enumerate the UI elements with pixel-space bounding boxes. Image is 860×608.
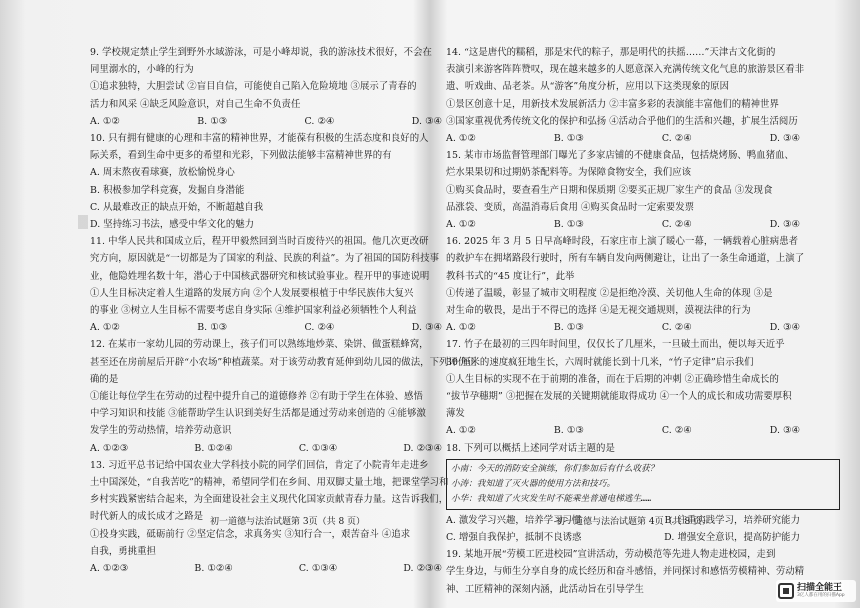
question-16	[446, 233, 840, 336]
option-d: D. ②③④	[403, 563, 442, 575]
option-a: A. ①②③	[90, 563, 129, 575]
q15-line: 烂水果果切和过期奶茶配料等。为保障食物安全，我们应该	[446, 167, 692, 179]
question-11	[90, 233, 482, 336]
option-c: C. ②④	[661, 425, 692, 437]
option-c: C. ②④	[661, 133, 692, 145]
q12-line: 发学生的劳动热情，培养劳动意识	[90, 425, 232, 437]
q9-line: 活力和风采 ④缺乏风险意识，对自己生命不负责任	[90, 98, 301, 110]
option-d: D. ③④	[769, 425, 800, 437]
q14-line: ③国家重视优秀传统文化的保护和弘扬 ④活动合乎他们的生活和兴趣，扩展生活阅历	[446, 115, 798, 127]
q11-line: ①人生目标决定着人生道路的发展方向 ②个人发展要根植于中华民族伟大复兴	[90, 287, 414, 299]
q14-options	[446, 130, 840, 147]
q11-line: 究方向，原因就是“一切都是为了国家的利益、民族的利益”。为了祖国的国防科技事	[90, 253, 439, 265]
page-footer-3: 初一道德与法治试题第 3页（共 8 页）	[210, 517, 366, 527]
q9-line: 9. 学校规定禁止学生到野外水域游泳，可是小峰却说，我的游泳技术很好，不会在	[90, 47, 432, 58]
q16-line: 的救护车在拥堵路段行驶时，所有车辆自发向两侧避让，让出了一条生命通道，上演了	[446, 253, 805, 265]
q17-line: 17. 竹子在最初的三四年时间里，仅仅长了几厘米，一旦破土而出，便以每天近乎	[446, 339, 785, 351]
q13-line: 自我，勇挑重担	[90, 545, 156, 557]
option-c: C. ①③④	[298, 442, 338, 454]
option-d: D. ②③④	[403, 442, 442, 454]
q14-line: 遗、听戏曲、品老茶。从“游客”角度分析，应用以下这类现象的原因	[446, 81, 730, 93]
option-a: A. ①②	[446, 133, 476, 145]
scanner-watermark	[776, 580, 856, 602]
question-17	[446, 336, 840, 439]
option-c: C. ②④	[661, 322, 692, 334]
page-footer-4: 初一道德与法治试题第 4页（共 8 页）	[556, 517, 712, 527]
q9-line: 同里溺水的，小峰的行为	[90, 64, 194, 76]
q13-line: 乡村实践紧密结合起来，为全面建设社会主义现代化国家贡献青春力量。这告诉我们，	[90, 494, 449, 506]
question-18	[446, 440, 840, 547]
option-d: D. ③④	[411, 115, 442, 127]
q19-line: 神、工匠精神的深刻内涵，此活动旨在引导学生	[446, 583, 644, 595]
exam-page-3	[90, 44, 482, 575]
option-b: B. ①③	[553, 322, 584, 334]
option-b: B. ①③	[553, 425, 584, 437]
scanner-logo-icon	[778, 583, 794, 599]
option-a: A. ①②③	[90, 442, 129, 454]
q17-options	[446, 422, 840, 439]
option-b: B. 注重实践学习，培养研究能力	[664, 514, 800, 526]
q9-options	[90, 113, 482, 130]
dialog-line: 小南：今天的消防安全演练，你们参加后有什么收获？	[451, 463, 659, 474]
question-10	[90, 130, 482, 233]
option-b: B. ①②④	[194, 442, 233, 454]
question-12	[90, 336, 482, 456]
q16-line: ①传递了温暖，彰显了城市文明程度 ②是拒绝冷漠、关切他人生命的体现 ③是	[446, 287, 773, 299]
watermark-subtitle: 3亿人都在用的扫描App	[797, 593, 845, 598]
q12-line: 中学习知识和技能 ③能帮助学生认识到美好生活都是通过劳动来创造的 ④能够激	[90, 408, 426, 420]
watermark-title: 扫描全能王	[797, 583, 843, 593]
q17-line: 30 厘米的速度疯狂地生长，六周时就能长到十几米，“竹子定律”启示我们	[446, 356, 754, 368]
q16-line: 对生命的敬畏，是出于不得已的选择 ④是无视交通规则，漠视法律的行为	[446, 305, 751, 317]
q18-options-row-2	[446, 529, 840, 546]
option-b: B. ①③	[197, 322, 228, 334]
q9-line: ①追求独特，大胆尝试 ②盲目自信，可能使自己陷入危险境地 ③展示了青春的	[90, 81, 417, 93]
dialog-line: 小涛：我知道了灭火器的使用方法和技巧。	[451, 478, 616, 489]
question-15	[446, 147, 840, 233]
option-a: A. ①②	[90, 115, 120, 127]
option-b: B. ①③	[197, 115, 228, 127]
q15-line: 15. 某市市场监督管理部门曝光了多家店铺的不健康食品，包括烧烤肠、鸭血猪血、	[446, 150, 794, 162]
option-d: D. ③④	[769, 322, 800, 334]
q15-line: 品涨袋、变质，高温消毒后食用 ④购买食品时一定索要发票	[446, 201, 695, 213]
q10-option: D. 坚持练习书法，感受中华文化的魅力	[90, 219, 255, 231]
q12-line: 确的是	[90, 373, 119, 385]
q17-line: ①人生目标的实现不在于前期的准备，而在于后期的冲刺 ②正确珍惜生命成长的	[446, 373, 779, 385]
q17-line: 薄发	[446, 408, 465, 420]
q12-line: 12. 在某市一家幼儿园的劳动课上，孩子们可以熟练地炒菜、染饼、做蛋糕蜂窝，	[90, 339, 429, 351]
q14-line: ①景区创意十足，用新技术发展新活力 ②丰富多彩的表演能丰富他们的精神世界	[446, 98, 779, 110]
q19-line: 学生身边，与师生分享自身的成长经历和奋斗感悟，并同探讨和感悟劳模精神、劳动精	[446, 566, 805, 578]
option-c: C. ①③④	[298, 563, 338, 575]
option-c: C. ②④	[661, 219, 692, 231]
q11-line: 业，他隐姓埋名数十年，潜心于中国核武器研究和核试验事业。程开甲的事迹说明	[90, 270, 430, 282]
q11-line: 的事业 ③树立人生目标不需要考虑自身实际 ④维护国家利益必须牺牲个人利益	[90, 305, 417, 317]
option-a: A. ①②	[446, 322, 476, 334]
option-d: D. ③④	[769, 219, 800, 231]
option-d: D. ③④	[411, 322, 442, 334]
q13-line: 时代新人的成长成才之路是	[90, 511, 204, 523]
q10-line: 际关系，看到生命中更多的希望和光彩，下列做法能够丰富精神世界的有	[90, 150, 392, 162]
q18-stem: 18. 下列可以概括上述同学对话主题的是	[446, 442, 615, 454]
watermark-text	[797, 583, 845, 599]
option-a: A. ①②	[90, 322, 120, 334]
option-d: D. 增强安全意识，提高防护能力	[664, 532, 800, 544]
dialog-box	[446, 459, 840, 510]
question-14	[446, 44, 840, 147]
scan-artifact	[78, 215, 88, 229]
option-c: C. 增强自我保护，抵制不良诱惑	[446, 532, 582, 544]
question-9	[90, 44, 482, 130]
q16-line: 教科书式的“45 度让行”，此举	[446, 270, 575, 282]
q10-line: 10. 只有拥有健康的心理和丰富的精神世界，才能葆有积极的生活态度和良好的人	[90, 133, 429, 145]
q15-options	[446, 216, 840, 233]
q12-line: ①能让每位学生在劳动的过程中提升自己的道德修养 ②有助于学生在体验、感悟	[90, 391, 423, 403]
q13-line: 土中国深处，“自我苦吃”的精神，希望同学们在乡间、用双脚丈量土地，把课堂学习和	[90, 477, 449, 489]
option-a: A. ①②	[446, 219, 476, 231]
q13-options	[90, 560, 482, 577]
option-c: C. ②④	[304, 115, 335, 127]
q10-option: B. 积极参加学科竞赛，发掘自身潜能	[90, 184, 245, 196]
q11-line: 11. 中华人民共和国成立后，程开甲毅然回到当时百废待兴的祖国。他几次更改研	[90, 236, 429, 248]
q12-options	[90, 440, 482, 457]
q16-line: 16. 2025 年 3 月 5 日早高峰时段，石家庄市上演了暖心一幕，一辆载着心脏病患者	[446, 236, 799, 248]
q15-line: ①购买食品时，要查看生产日期和保质期 ②要买正规厂家生产的食品 ③发现食	[446, 184, 773, 196]
q13-line: 13. 习近平总书记给中国农业大学科技小院的同学们回信，肯定了小院青年走进乡	[90, 459, 429, 471]
q11-options	[90, 319, 482, 336]
q10-option: A. 周末熬夜看球赛，放松愉悦身心	[90, 167, 235, 179]
option-a: A. ①②	[446, 425, 476, 437]
q19-line: 19. 某地开展“劳模工匠进校园”宣讲活动，劳动模范等先进人物走进校园，走到	[446, 549, 776, 561]
q14-line: 14. “这是唐代的糯稻，那是宋代的粽子，那是明代的扶摇……”天津古文化街的	[446, 47, 776, 58]
q17-line: “拔节孕穗期” ③把握在发展的关键期就能取得成功 ④一个人的成长和成功需要厚积	[446, 391, 792, 403]
option-b: B. ①②④	[194, 563, 233, 575]
option-d: D. ③④	[769, 133, 800, 145]
dialog-line: 小华：我知道了火灾发生时不能乘坐普通电梯逃生……	[451, 493, 652, 504]
q12-line: 甚至还在房前屋后开辟“小农场”种植蔬菜。对于该劳动教育延伸到幼儿园的做法，下列评价正	[90, 356, 477, 368]
option-b: B. ①③	[553, 133, 584, 145]
option-c: C. ②④	[304, 322, 335, 334]
q16-options	[446, 319, 840, 336]
option-b: B. ①③	[553, 219, 584, 231]
q14-line: 表演引来游客阵阵赞叹，现在越来越多的人愿意深入充满传统文化气息的旅游景区看非	[446, 64, 805, 76]
option-a: A. 激发学习兴趣，培养学习习惯	[446, 514, 582, 526]
q10-option: C. 从最难改正的缺点开始，不断超越自我	[90, 201, 264, 213]
q13-line: ①投身实践，砥砺前行 ②坚定信念，求真务实 ③知行合一，艰苦奋斗 ④追求	[90, 528, 411, 540]
